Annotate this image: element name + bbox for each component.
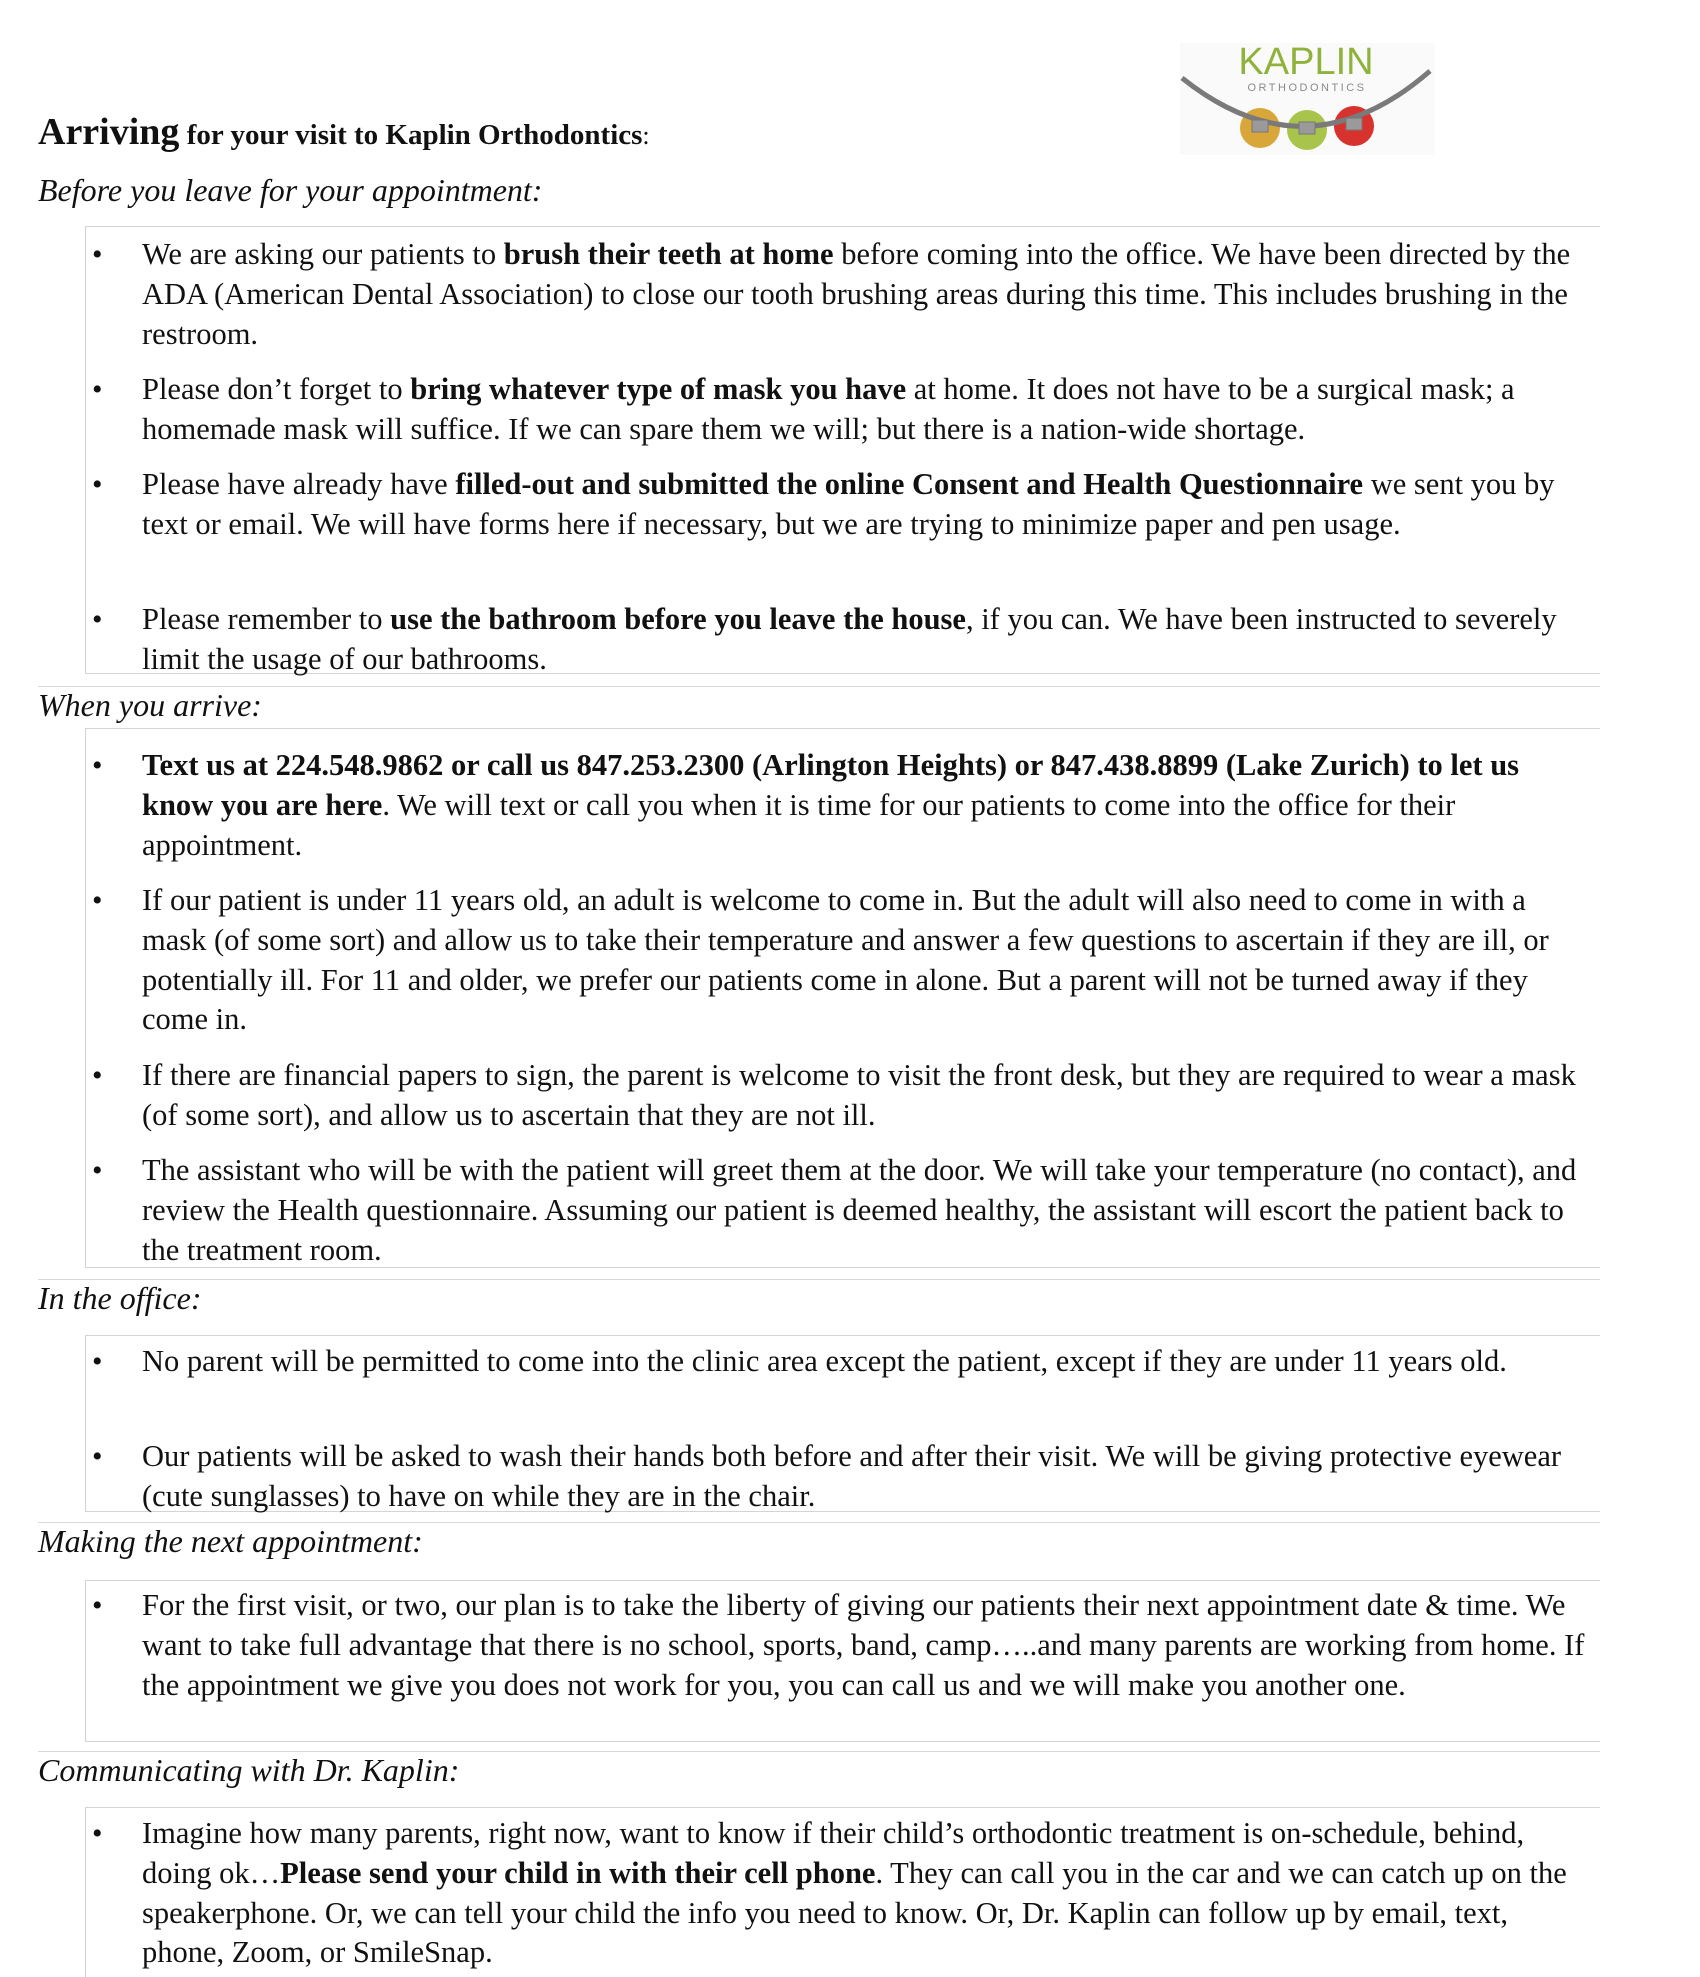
section-heading-arrive: When you arrive: <box>38 687 262 723</box>
bold-text: Please send your child in with their cell phone <box>280 1855 876 1890</box>
text-run: Please have already have <box>142 467 456 501</box>
logo-name: KAPLIN <box>1238 41 1374 83</box>
section-heading-communicating: Communicating with Dr. Kaplin: <box>38 1752 460 1788</box>
text-run: Please don’t forget to <box>142 372 411 406</box>
text-run: at home. It does not have to be a surgical mask; a homemade mask will suffice. If we can spare them we will; but there is a nation-wide shortage. <box>142 372 1515 446</box>
list-item-text <box>142 235 1597 354</box>
bullet-list-appointment <box>85 1580 1600 1742</box>
text-run: , if you can. We have been instructed to severely limit the usage of our bathrooms. <box>142 602 1557 676</box>
list-item-text <box>142 746 1597 865</box>
bullet-icon: • <box>92 373 103 406</box>
bullet-icon: • <box>92 1059 103 1092</box>
list-item-text <box>142 1151 1597 1270</box>
list-item-text <box>142 881 1597 1040</box>
text-run: Imagine how many parents, right now, want to know if their child’s orthodontic treatment is on-schedule, behind, doing ok… <box>142 1816 1525 1890</box>
text-run: For the first visit, or two, our plan is to take the liberty of giving our patients their next appointment date & time. We want to take full advantage that there is no school, sports, band, camp…..and many parents are working from home. If the appointment we give you does not work for you, you can call us and we will make you another one. <box>142 1588 1585 1702</box>
bullet-icon: • <box>92 468 103 501</box>
divider <box>38 686 1600 687</box>
bullet-list-office <box>85 1335 1600 1512</box>
list-item-text <box>142 370 1597 450</box>
list-item-text <box>142 1586 1597 1705</box>
bullet-icon: • <box>92 1817 103 1850</box>
bold-text: bring whatever type of mask you have <box>410 372 907 406</box>
list-item-text <box>142 1342 1597 1382</box>
bullet-icon: • <box>92 1345 103 1378</box>
kaplin-logo <box>1172 38 1442 158</box>
bullet-icon: • <box>92 238 103 271</box>
bullet-icon: • <box>92 1440 103 1473</box>
divider <box>38 1522 1600 1523</box>
bold-text: brush their teeth at home <box>503 237 834 271</box>
text-run: If our patient is under 11 years old, an adult is welcome to come in. But the adult will also need to come in with a mask (of some sort) and allow us to take their temperature and answer a few questions to ascertain if they are ill, or potentially ill. For 11 and older, we prefer our patients come in alone. But a parent will not be turned away if they come in. <box>142 883 1549 1037</box>
bold-text: use the bathroom before you leave the house <box>390 602 966 636</box>
page-title: Arriving for your visit to Kaplin Orthodontics: <box>38 111 650 153</box>
bullet-list-communicating <box>85 1807 1600 1977</box>
text-run: Please remember to <box>142 602 391 636</box>
text-run: before coming into the office. We have been directed by the ADA (American Dental Association) to close our tooth brushing areas during this time. This includes brushing in the restroom. <box>142 237 1571 351</box>
section-heading-before: Before you leave for your appointment: <box>38 172 543 208</box>
divider <box>38 1279 1600 1280</box>
list-item-text <box>142 1437 1597 1517</box>
text-run: We are asking our patients to <box>142 237 504 271</box>
bullet-list-before <box>85 226 1600 674</box>
list-item-text <box>142 600 1597 680</box>
section-heading-appointment: Making the next appointment: <box>38 1523 423 1559</box>
list-item-text <box>142 1814 1597 1973</box>
bullet-icon: • <box>92 749 103 782</box>
bullet-icon: • <box>92 1589 103 1622</box>
bold-text: Text us at 224.548.9862 or call us 847.253.2300 (Arlington Heights) or 847.438.8899 (Lake Zurich) to let us know you are here <box>142 748 1520 822</box>
divider <box>38 1751 1600 1752</box>
list-item-text <box>142 1056 1597 1136</box>
logo-subtitle: ORTHODONTICS <box>1247 82 1367 94</box>
text-run: The assistant who will be with the patient will greet them at the door. We will take your temperature (no contact), and review the Health questionnaire. Assuming our patient is deemed healthy, the assistant will escort the patient back to the treatment room. <box>142 1153 1577 1267</box>
bullet-icon: • <box>92 603 103 636</box>
bullet-list-arrive <box>85 728 1600 1268</box>
text-run: Our patients will be asked to wash their hands both before and after their visit. We will be giving protective eyewear (cute sunglasses) to have on while they are in the chair. <box>142 1439 1562 1513</box>
bullet-icon: • <box>92 884 103 917</box>
bullet-icon: • <box>92 1154 103 1187</box>
text-run: No parent will be permitted to come into the clinic area except the patient, except if they are under 11 years old. <box>142 1344 1507 1378</box>
bold-text: filled-out and submitted the online Consent and Health Questionnaire <box>455 467 1364 501</box>
text-run: . We will text or call you when it is time for our patients to come into the office for their appointment. <box>142 787 1456 862</box>
list-item-text <box>142 465 1597 545</box>
text-run: . They can call you in the car and we can catch up on the speakerphone. Or, we can tell your child the info you need to know. Or, Dr. Kaplin can follow up by email, text, phone, Zoom, or SmileSnap. <box>142 1855 1567 1970</box>
text-run: we sent you by text or email. We will have forms here if necessary, but we are trying to minimize paper and pen usage. <box>142 467 1555 541</box>
section-heading-office: In the office: <box>38 1280 202 1316</box>
text-run: If there are financial papers to sign, the parent is welcome to visit the front desk, but they are required to wear a mask (of some sort), and allow us to ascertain that they are not ill. <box>142 1058 1576 1132</box>
